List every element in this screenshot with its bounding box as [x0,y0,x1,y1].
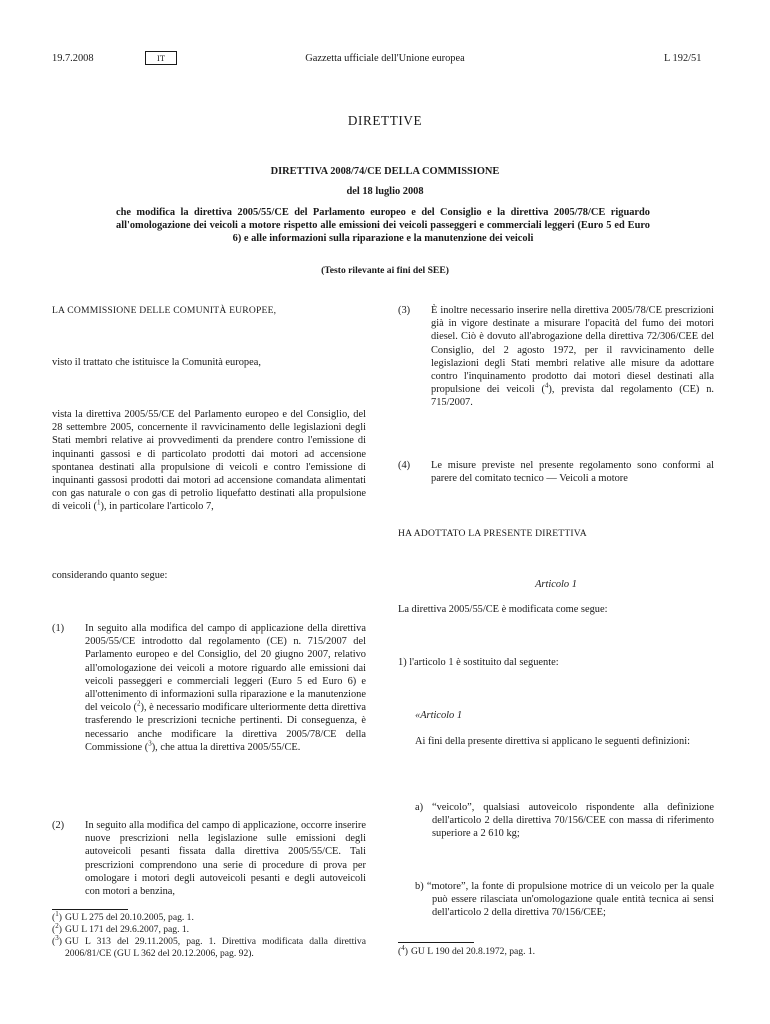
recital-text: È inoltre necessario inserire nella direttiva 2005/78/CE prescrizioni già in vigore destinate a misurare l'opacità del fumo dei motori diesel. Ciò è dovuto all'abrogazione della direttiva 72/306/CEE del Consiglio, del 2 agosto 1972, per il ravvicinamento delle legislazioni degli Stati membri relative alle misure da adottare contro l'inquinamento prodotto dai motori diesel destinati alla propulsione dei veicoli ($^4$), prevista dal regolamento (CE) n. 715/2007. [431,305,714,409]
recital-1 [52,622,366,792]
footnote-separator [52,909,128,910]
considerando-clause: considerando quanto segue: [52,570,168,581]
article-heading: Articolo 1 [535,579,577,590]
definition-b: b) “motore”, la fonte di propulsione motrice di un veicolo per la quale può essere rilasciata un'omologazione quale entità tecnica ai sensi dell'articolo 2 della direttiva 70/156/CEE; [415,881,714,919]
quoted-article-heading: «Articolo 1 [415,710,463,721]
recital-4 [398,459,714,489]
footnote: ($^2$) GU L 171 del 29.6.2007, pag. 1. [52,921,190,935]
footnote-ref-1[interactable]: 1 [97,498,101,507]
recital-text: In seguito alla modifica del campo di applicazione, occorre inserire nuove prescrizioni nella legislazione sulle emissioni degli autoveicoli pesanti fissata dalla direttiva 2005/55/CE. Tali prescrizioni comprendono una serie di procedure di prova per omologare i motori degli autoveicoli pesanti e degli autoveicoli con motori a benzina, [85,820,366,898]
directive-date: del 18 luglio 2008 [346,186,424,197]
language-code: IT [145,51,177,65]
eea-note: (Testo rilevante ai fini del SEE) [321,265,449,276]
journal-title: Gazzetta ufficiale dell'Unione europea [305,53,465,64]
recital-text: In seguito alla modifica del campo di applicazione della direttiva 2005/55/CE introdotto dal regolamento (CE) n. 715/2007 del Parlamento europeo e del Consiglio, del 20 giugno 2007, relativo all'omologazione dei veicoli a motore riguardo alle emissioni dai veicoli passeggeri e commerciali leggeri (Euro 5 ed Euro 6) e all'ottenimento di informazioni sulla riparazione e la manutenzione del veicolo ($^2$), è necessario modificare ulteriormente detta direttiva trasferendo le prescrizioni tecniche pertinenti. Di conseguenza, è necessario anche modificare la direttiva 2005/78/CE della Commissione ($^3$), che attua la direttiva 2005/55/CE. [85,623,366,753]
footnote-ref-4[interactable]: 4 [544,381,549,390]
footnote-ref-2[interactable]: 2 [137,699,141,708]
commission-heading: LA COMMISSIONE DELLE COMUNITÀ EUROPEE, [52,305,277,316]
definitions-intro: Ai fini della presente direttiva si applicano le seguenti definizioni: [415,736,690,747]
treaty-clause: visto il trattato che istituisce la Comunità europea, [52,357,261,368]
recital-number: (3) [398,305,411,316]
vista-text-end: ), in particolare l'articolo 7, [100,501,214,513]
directive-subject: che modifica la direttiva 2005/55/CE del Parlamento europeo e del Consiglio e la direttiva 2005/78/CE riguardo all'omologazione dei veicoli a motore rispetto alle emissioni dei veicoli passeggeri e commerciali leggeri (Euro 5 ed Euro 6) e alle informazioni sulla riparazione e la manutenzione dei veicoli [116,207,650,245]
adopted-clause: HA ADOTTATO LA PRESENTE DIRETTIVA [398,528,587,539]
footnote-ref-3[interactable]: 3 [148,739,152,748]
page-reference: L 192/51 [664,53,702,64]
recital-number: (2) [52,820,65,831]
amendment-point-1: 1) l'articolo 1 è sostituito dal seguente: [398,657,559,668]
directive-title: DIRETTIVA 2008/74/CE DELLA COMMISSIONE [270,166,500,177]
vista-text: vista la direttiva 2005/55/CE del Parlamento europeo e del Consiglio, del 28 settembre 2005, concernente il ravvicinamento delle legislazioni degli Stati membri relative ai provvedimenti da prendere contro l'emissione di inquinanti gassosi e di particolato prodotti dai motori ad accensione spontanea destinati alla propulsione di veicoli e contro l'emissione di inquinanti gassosi prodotti dai motori ad accensione comandata alimentati con gas naturale o con gas di petrolio liquefatto destinati alla propulsione di veicoli ( [52,409,366,513]
header-date: 19.7.2008 [52,53,94,64]
footnote: ($^1$) GU L 275 del 20.10.2005, pag. 1. [52,909,194,923]
recital-number: (4) [398,460,411,471]
recital-text: Le misure previste nel presente regolamento sono conformi al parere del comitato tecnico — Veicoli a motore [431,460,714,485]
article-intro: La direttiva 2005/55/CE è modificata come segue: [398,604,608,615]
vista-clause [52,408,366,514]
footnote: ($^3$) GU L 313 del 29.11.2005, pag. 1. Direttiva modificata dalla direttiva 2006/81/CE (GU L 362 del 20.12.2006, pag. 92). [52,933,366,959]
definition-a: a) “veicolo”, qualsiasi autoveicolo rispondente alla definizione dell'articolo 2 della direttiva 70/156/CEE con massa di riferimento superiore a 2 610 kg; [415,802,714,840]
footnotes-left [52,909,366,960]
footnote-separator [398,942,474,943]
footnote-right: ($^4$) GU L 190 del 20.8.1972, pag. 1. [398,943,536,957]
recital-2 [52,819,366,899]
recital-3 [398,304,714,424]
recital-number: (1) [52,623,65,634]
section-title: DIRETTIVE [347,113,423,128]
